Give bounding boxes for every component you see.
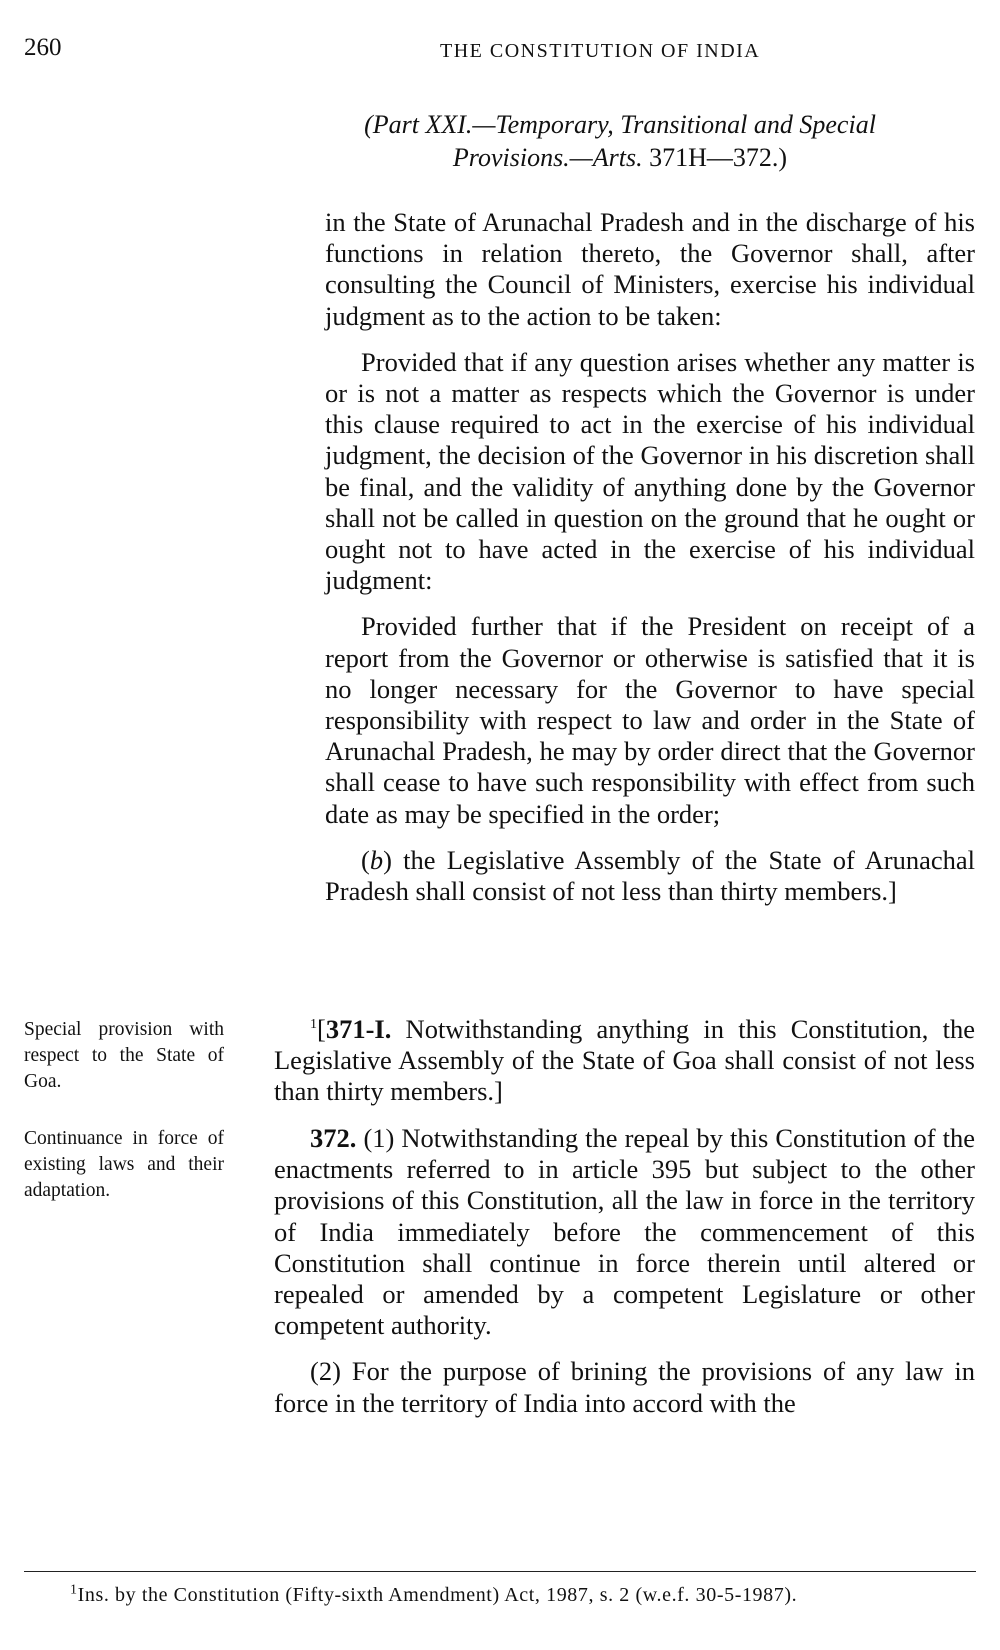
clause-b-text: the Legislative Assembly of the State of Arunachal Pradesh shall consist of not less than thirty members.] [325, 844, 975, 907]
article-372 [274, 1123, 975, 1434]
paragraph-first-proviso: Provided that if any question arises whether any matter is or is not a matter as respects which the Governor is under this clause required to act in the exercise of his individual judgment, the decision of the Governor in his discretion shall be final, and the validity of anything done by the Governor shall not be called in question on the ground that he ought or ought not to have acted in the exercise of his individual judgment: [325, 346, 975, 596]
article-number-371i: 371-I. [325, 1014, 392, 1044]
part-heading [320, 108, 920, 174]
paragraph-article-372-clause-2: (2) For the purpose of brining the provisions of any law in force in the territory of India into accord with the [274, 1356, 975, 1418]
article-371h-continuation [325, 207, 975, 922]
side-note-continuance: Continuance in force of existing laws and their adaptation. [24, 1128, 224, 1201]
paragraph-second-proviso: Provided further that if the President on receipt of a report from the Governor or otherwise is satisfied that it is no longer necessary for the Governor to have special responsibility with respect to law and order in the State of Arunachal Pradesh, he may by order direct that the Governor shall cease to have such responsibility with effect from such date as may be specified in the order; [325, 611, 975, 829]
article-371i-text: Notwithstanding anything in this Constitution, the Legislative Assembly of the State of Goa shall consist of not less than thirty members.] [274, 1014, 975, 1107]
part-heading-line-2 [320, 141, 920, 174]
paragraph-governor-discharge: in the State of Arunachal Pradesh and in the discharge of his functions in relation thereto, the Governor shall, after consulting the Council of Ministers, exercise his individual judgment as to the action to be taken: [325, 207, 975, 331]
side-note-goa: Special provision with respect to the State of Goa. [24, 1019, 224, 1092]
part-heading-line-1: (Part XXI.—Temporary, Transitional and Special [364, 110, 876, 139]
footnote-text: Ins. by the Constitution (Fifty-sixth Amendment) Act, 1987, s. 2 (w.e.f. 30-5-1987). [77, 1584, 798, 1606]
clause-letter: b [369, 844, 384, 875]
footnote-divider [24, 1571, 976, 1572]
article-371i [274, 1014, 975, 1123]
part-heading-article-range: 371H—372.) [649, 143, 788, 172]
footnote-reference: 1 [310, 1017, 317, 1033]
article-372-clause-1-text: (1) Notwithstanding the repeal by this Constitution of the enactments referred to in article 395 but subject to the other provisions of this Constitution, all the law in force in the territory of India immediately before the commencement of this Constitution shall continue in force therein until altered or repealed or amended by a competent Legislature or other competent authority. [274, 1123, 975, 1341]
running-head: THE CONSTITUTION OF INDIA [440, 40, 761, 62]
paragraph-clause-b: (b) the Legislative Assembly of the State of Arunachal Pradesh shall consist of not less than thirty members.] [325, 844, 975, 907]
footnote-mark: 1 [70, 1582, 78, 1598]
article-number-372: 372. [310, 1123, 357, 1153]
footnote [70, 1584, 797, 1607]
paragraph-article-371i: $^1$[371-I. Notwithstanding anything in this Constitution, the Legislative Assembly of the State of Goa shall consist of not less than thirty members.] [274, 1014, 975, 1107]
page-number: 260 [24, 34, 62, 61]
part-heading-provisions: Provisions.—Arts. [452, 143, 650, 172]
paragraph-article-372-clause-1 [274, 1123, 975, 1341]
